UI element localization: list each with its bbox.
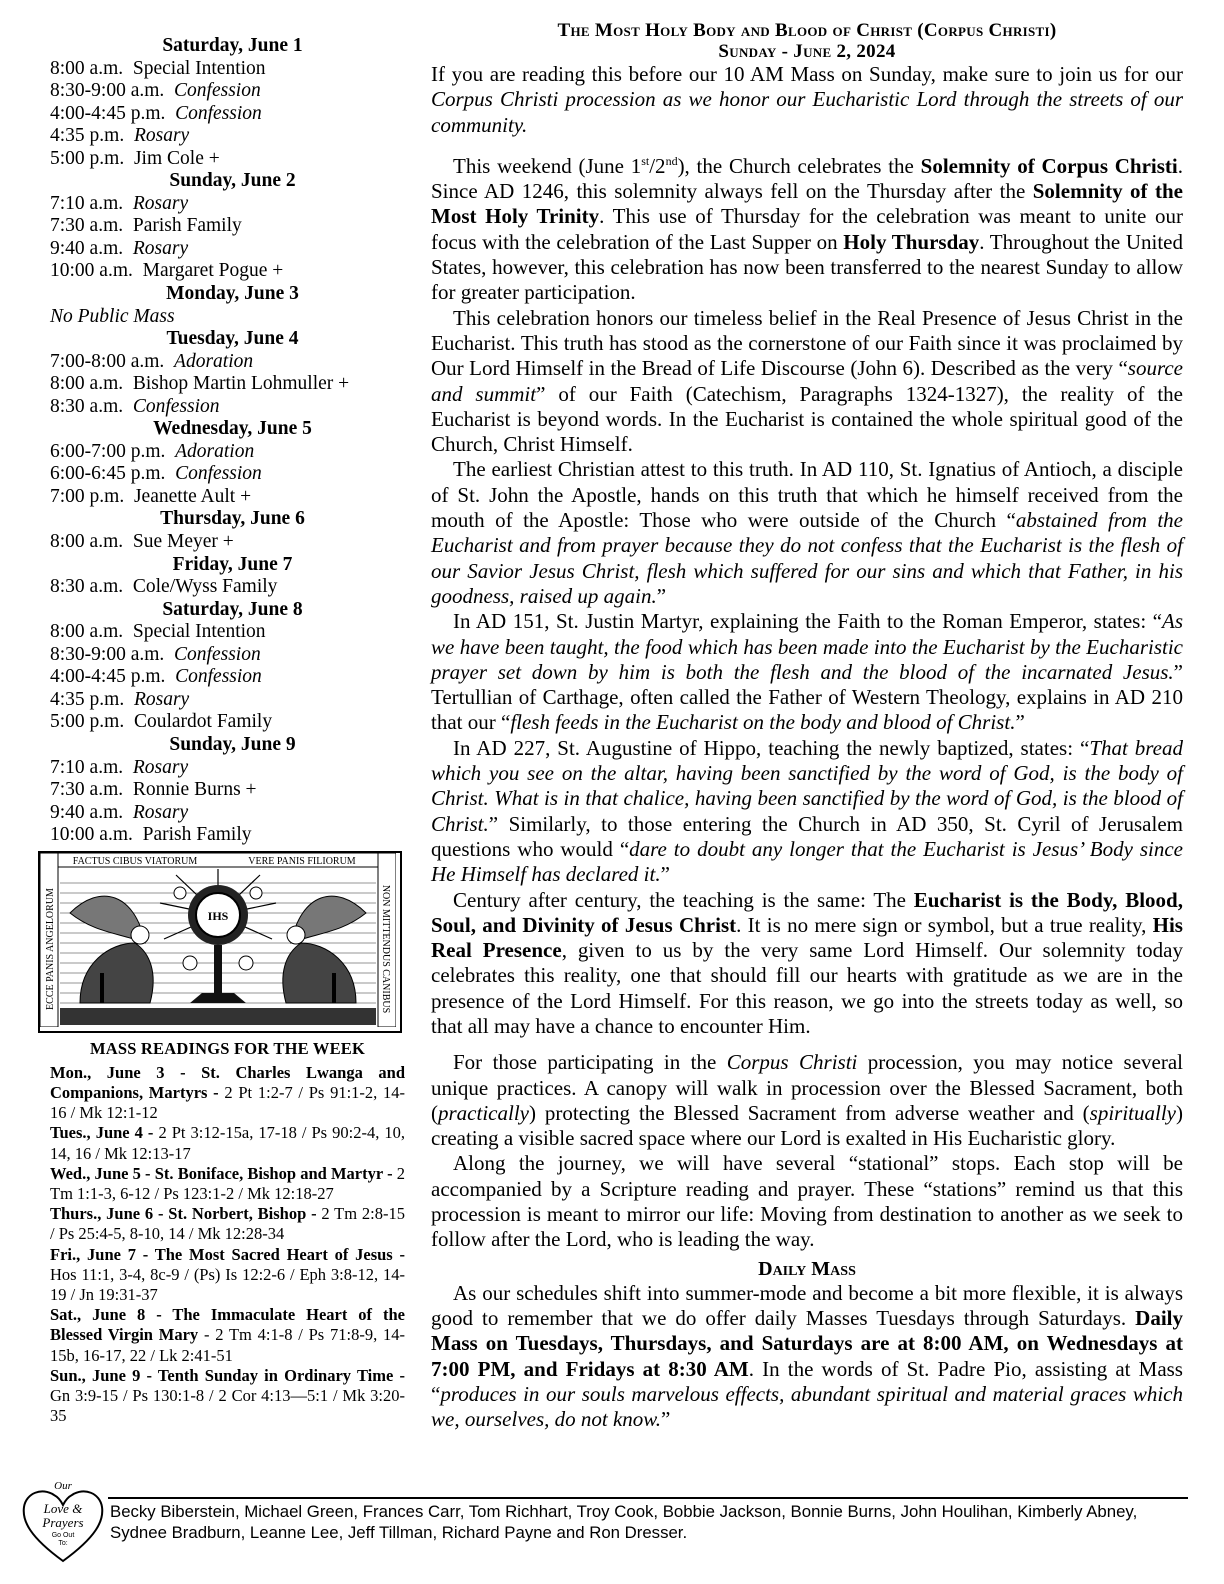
schedule-time: 10:00 a.m. [50, 260, 143, 282]
reading-entry [50, 1204, 405, 1244]
paragraph-3: The earliest Christian attest to this truth. In AD 110, St. Ignatius of Antioch, a disciple of St. John the Apostle, hands on this truth that which he himself received from the mouth of the Apostle: Those who were outside of the Church “abstained from the Eucharist and from prayer because they do not confess that the Eucharist is the flesh of our Savior Jesus Christ, flesh which suffered for our sins and which that Father, in his goodness, raised up again.” [431, 457, 1183, 608]
schedule-entry [50, 779, 405, 802]
schedule-label: Margaret Pogue + [142, 260, 284, 282]
schedule-label: Confession [132, 395, 220, 417]
intro-paragraph: If you are reading this before our 10 AM Mass on Sunday, make sure to join us for our Corpus Christi procession as we honor our Eucharistic Lord through the streets of our community. [431, 62, 1183, 137]
article-date: Sunday - June 2, 2024 [718, 41, 896, 62]
reading-day: Tues., June 4 - [50, 1123, 154, 1143]
schedule-day: Tuesday, June 4 [166, 328, 299, 350]
reading-refs: 2 Pt 1:2-7 / Ps 91:1-2, 14-16 / Mk 12:1-12 [50, 1082, 405, 1123]
schedule-entry [50, 58, 405, 81]
schedule-time: 5:00 p.m. [50, 147, 134, 169]
schedule-time: 5:00 p.m. [50, 711, 134, 733]
schedule-entry [50, 103, 405, 126]
schedule-label: Rosary [132, 756, 189, 778]
reading-entry [50, 1366, 405, 1427]
schedule-entry [50, 441, 405, 464]
paragraph-5: In AD 227, St. Augustine of Hippo, teaching the newly baptized, states: “That bread which you see on the altar, having been sanctified by the word of God, is the body of Christ. What is in that chalice, having been sanctified by the word of God, is the blood of Christ.” Similarly, to those entering the Church in AD 350, St. Cyril of Jerusalem questions who would “dare to doubt any longer that the Eucharist is Jesus’ Body since He Himself has declared it.” [431, 735, 1184, 887]
reading-refs: 2 Pt 3:12-15a, 17-18 / Ps 90:2-4, 10, 14, 16 / Mk 12:13-17 [50, 1123, 405, 1163]
schedule-entry [50, 644, 405, 667]
paragraph-1: This weekend (June 1st/2nd), the Church celebrates the Solemnity of Corpus Christi. Since AD 1246, this solemnity always fell on the Thursday after the Solemnity of the Most Holy Trinity. This use of Thursday for the celebration was meant to unite our focus with the celebration of the Last Supper on Holy Thursday. Throughout the United States, however, this celebration has now been transferred to the nearest Sunday to allow for greater participation. [431, 153, 1183, 305]
schedule-time: 7:10 a.m. [50, 756, 133, 778]
schedule-entry [50, 193, 405, 216]
schedule-label: Bishop Martin Lohmuller + [132, 373, 350, 395]
readings-title: MASS READINGS FOR THE WEEK [89, 1038, 366, 1058]
schedule-entry [50, 689, 405, 712]
schedule-time: 7:10 a.m. [50, 192, 133, 214]
schedule-label: Special Intention [132, 621, 266, 643]
footer-divider [108, 1497, 1188, 1499]
paragraph-9: As our schedules shift into summer-mode and become a bit more flexible, it is always good to remember that we do offer daily Masses Tuesdays through Saturdays. Daily Mass on Tuesdays, Thursdays, and Saturdays are at 8:00 AM, on Wednesdays at 7:00 PM, and Fridays at 8:30 AM. In the words of St. Padre Pio, assisting at Mass “produces in our souls marvelous effects, abundant spiritual and material graces which we, ourselves, do not know.” [431, 1280, 1183, 1432]
schedule-entry [50, 373, 405, 396]
paragraph-4: In AD 151, St. Justin Martyr, explaining the Faith to the Roman Emperor, states: “As we have been taught, the food which has been made into the Eucharist by the Eucharistic prayer set down by him is both the flesh and the blood of the incarnated Jesus.” Tertullian of Carthage, often called the Father of Western Theology, explains in AD 210 that our “flesh feeds in the Eucharist on the body and blood of Christ.” [431, 609, 1183, 735]
schedule-entry [50, 824, 405, 847]
engraving-art [40, 853, 396, 1027]
readings-list [50, 1063, 405, 1427]
schedule-time: 7:00-8:00 a.m. [50, 350, 175, 372]
schedule-day: Sunday, June 9 [169, 733, 296, 755]
schedule-time: 9:40 a.m. [50, 801, 133, 823]
schedule-time: 8:30-9:00 a.m. [50, 80, 175, 102]
reading-day: Sun., June 9 - Tenth Sunday in Ordinary Time - [50, 1365, 405, 1385]
schedule-label: Cole/Wyss Family [132, 576, 278, 598]
left-column [45, 35, 406, 1426]
article [431, 20, 1183, 1432]
paragraph-7: For those participating in the Corpus Christi procession, you may notice several unique practices. A canopy will walk in procession over the Blessed Sacrament, both (practically) protecting the Blessed Sacrament from adverse weather and (spiritually) creating a visible sacred space where our Lord is exalted in His Eucharistic glory. [431, 1050, 1183, 1151]
love-prayers-logo [20, 1475, 106, 1565]
schedule-rows [50, 757, 405, 847]
schedule-label: Parish Family [132, 215, 242, 237]
schedule-entry [50, 576, 405, 599]
schedule-day: Wednesday, June 5 [153, 418, 312, 440]
schedule-note: No Public Mass [50, 305, 175, 327]
reading-entry [50, 1123, 405, 1163]
schedule-label: Confession [175, 666, 262, 688]
schedule-entry [50, 802, 405, 825]
schedule-label: Ronnie Burns + [132, 779, 257, 801]
schedule-entry [50, 351, 405, 374]
reading-day: Wed., June 5 - St. Boniface, Bishop and Martyr - [50, 1163, 393, 1183]
schedule-label: Rosary [132, 237, 189, 259]
logo-line1: Our [54, 1480, 72, 1492]
schedule-label: Jim Cole + [133, 147, 220, 169]
banner-right-side: NON MITTENDUS CANIBUS [380, 884, 391, 1013]
schedule-entry [50, 463, 405, 486]
schedule-day: Monday, June 3 [166, 283, 299, 305]
schedule-label: Adoration [174, 350, 254, 372]
banner-top-right: VERE PANIS FILIORUM [248, 855, 356, 867]
schedule-label: Rosary [132, 192, 189, 214]
paragraph-6: Century after century, the teaching is the same: The Eucharist is the Body, Blood, Soul, and Divinity of Jesus Christ. It is no mere sign or symbol, but a true reality, His Real Presence, given to us by the very same Lord Himself. Our solemnity today celebrates this reality, one that should fill our hearts with gratitude as we are in the presence of the Lord Himself. For this reason, we go into the streets today as well, so that all may have a chance to encounter Him. [431, 887, 1183, 1038]
prayer-list: Becky Biberstein, Michael Green, Frances Carr, Tom Richhart, Troy Cook, Bobbie Jackson, Bonnie Burns, John Houlihan, Kimberly Abney, Sydnee Bradburn, Leanne Lee, Jeff Tillman, Richard Payne and Ron Dresser. [110, 1502, 1138, 1542]
schedule-time: 8:00 a.m. [50, 57, 133, 79]
reading-refs: Gn 3:9-15 / Ps 130:1-8 / 2 Cor 4:13—5:1 / Mk 3:20-35 [50, 1385, 405, 1426]
schedule-entry [50, 486, 405, 509]
schedule-time: 8:30 a.m. [50, 395, 133, 417]
daily-mass-heading: Daily Mass [758, 1257, 856, 1280]
schedule-label: Adoration [175, 440, 255, 462]
banner-left-side: ECCE PANIS ANGELORUM [45, 887, 56, 1010]
schedule-label: Parish Family [142, 824, 252, 846]
schedule-time: 7:00 p.m. [50, 485, 134, 507]
reading-day: Thurs., June 6 - St. Norbert, Bishop - [50, 1204, 317, 1224]
reading-entry [50, 1245, 405, 1306]
schedule-time: 8:00 a.m. [50, 373, 133, 395]
reading-refs: Hos 11:1, 3-4, 8c-9 / (Ps) Is 12:2-6 / Eph 3:8-12, 14-19 / Jn 19:31-37 [50, 1264, 405, 1304]
schedule-time: 8:30 a.m. [50, 576, 133, 598]
schedule-time: 9:40 a.m. [50, 237, 133, 259]
schedule-label: Rosary [133, 125, 190, 147]
logo-line4: Go Out [51, 1532, 75, 1539]
schedule-label: Confession [174, 80, 261, 102]
schedule-label: Confession [175, 463, 262, 485]
schedule-day: Friday, June 7 [172, 553, 293, 575]
reading-refs: - 2 Tm 4:1-8 / Ps 71:8-9, 14-15b, 16-17, 22 / Lk 2:41-51 [50, 1325, 406, 1365]
schedule-rows [50, 621, 405, 734]
banner-top-left: FACTUS CIBUS VIATORUM [72, 855, 198, 867]
schedule-entry [50, 125, 405, 148]
schedule-entry [50, 80, 405, 103]
reading-day: Sat., June 8 - The Immaculate Heart of the Blessed Virgin Mary [50, 1305, 405, 1345]
logo-line5: To: [58, 1540, 68, 1547]
schedule-entry [50, 396, 405, 419]
schedule-label: Sue Meyer + [132, 531, 234, 553]
schedule-entry [50, 711, 405, 734]
reading-entry [50, 1063, 405, 1124]
article-title: The Most Holy Body and Blood of Christ (Corpus Christi) [557, 20, 1057, 41]
schedule-entry [50, 215, 405, 238]
schedule-day: Saturday, June 1 [162, 35, 303, 56]
paragraph-8: Along the journey, we will have several “stational” stops. Each stop will be accompanied by a Scripture reading and prayer. These “stations” remind us that this procession is meant to mirror our life: Moving from destination to another as we seek to follow after the Lord, who is leading the way. [431, 1151, 1183, 1252]
schedule-entry [50, 531, 405, 554]
reading-day: Fri., June 7 - The Most Sacred Heart of Jesus - [50, 1244, 405, 1264]
schedule-rows [50, 58, 405, 171]
host-ihs: IHS [207, 908, 229, 923]
logo-line2: Love & [43, 1501, 83, 1516]
schedule-time: 8:00 a.m. [50, 621, 133, 643]
schedule-label: Coulardot Family [133, 711, 273, 733]
logo-line3: Prayers [42, 1515, 84, 1530]
schedule-day: Sunday, June 2 [169, 170, 296, 192]
schedule-label: Special Intention [132, 57, 266, 79]
schedule-rows [50, 193, 405, 283]
schedule-time: 4:35 p.m. [50, 688, 134, 710]
schedule-label: Rosary [133, 688, 190, 710]
schedule-time: 6:00-6:45 p.m. [50, 463, 176, 485]
reading-entry [50, 1164, 405, 1204]
schedule-label: Jeanette Ault + [133, 485, 252, 507]
schedule-time: 7:30 a.m. [50, 215, 133, 237]
schedule-time: 7:30 a.m. [50, 779, 133, 801]
schedule-rows [50, 441, 405, 509]
schedule-rows [50, 576, 405, 599]
schedule-entry [50, 757, 405, 780]
paragraph-2: This celebration honors our timeless belief in the Real Presence of Jesus Christ in the Eucharist. This truth has stood as the cornerstone of our Faith since it was proclaimed by Our Lord Himself in the Bread of Life Discourse (John 6). Described as the very “source and summit” of our Faith (Catechism, Paragraphs 1324-1327), the reality of the Eucharist is beyond words. In the Eucharist is contained the whole spiritual good of the Church, Christ Himself. [431, 305, 1183, 457]
schedule-time: 4:35 p.m. [50, 125, 134, 147]
schedule-time: 8:30-9:00 a.m. [50, 643, 175, 665]
schedule-rows [50, 351, 405, 419]
schedule-time: 8:00 a.m. [50, 531, 133, 553]
schedule-rows [50, 531, 405, 554]
schedule-label: Confession [174, 643, 261, 665]
schedule-day: Thursday, June 6 [160, 508, 305, 530]
reading-day: Mon., June 3 - St. Charles Lwanga and Companions, Martyrs - [50, 1062, 405, 1102]
schedule-time: 6:00-7:00 p.m. [50, 440, 176, 462]
schedule-time: 4:00-4:45 p.m. [50, 666, 176, 688]
schedule-entry [50, 148, 405, 171]
schedule-day: Saturday, June 8 [162, 598, 303, 620]
schedule-time: 10:00 a.m. [50, 824, 143, 846]
schedule-entry [50, 621, 405, 644]
reading-entry [50, 1305, 405, 1366]
schedule-entry [50, 238, 405, 261]
schedule-label: Rosary [132, 801, 189, 823]
schedule-entry [50, 260, 405, 283]
eucharist-engraving [38, 851, 402, 1033]
schedule-label: Confession [175, 102, 262, 124]
schedule-time: 4:00-4:45 p.m. [50, 102, 176, 124]
schedule-entry [50, 666, 405, 689]
reading-refs: 2 Tm 2:8-15 / Ps 25:4-5, 8-10, 14 / Mk 12:28-34 [50, 1204, 405, 1244]
reading-refs: 2 Tm 1:1-3, 6-12 / Ps 123:1-2 / Mk 12:18-27 [50, 1163, 406, 1203]
mass-schedule [50, 35, 405, 847]
